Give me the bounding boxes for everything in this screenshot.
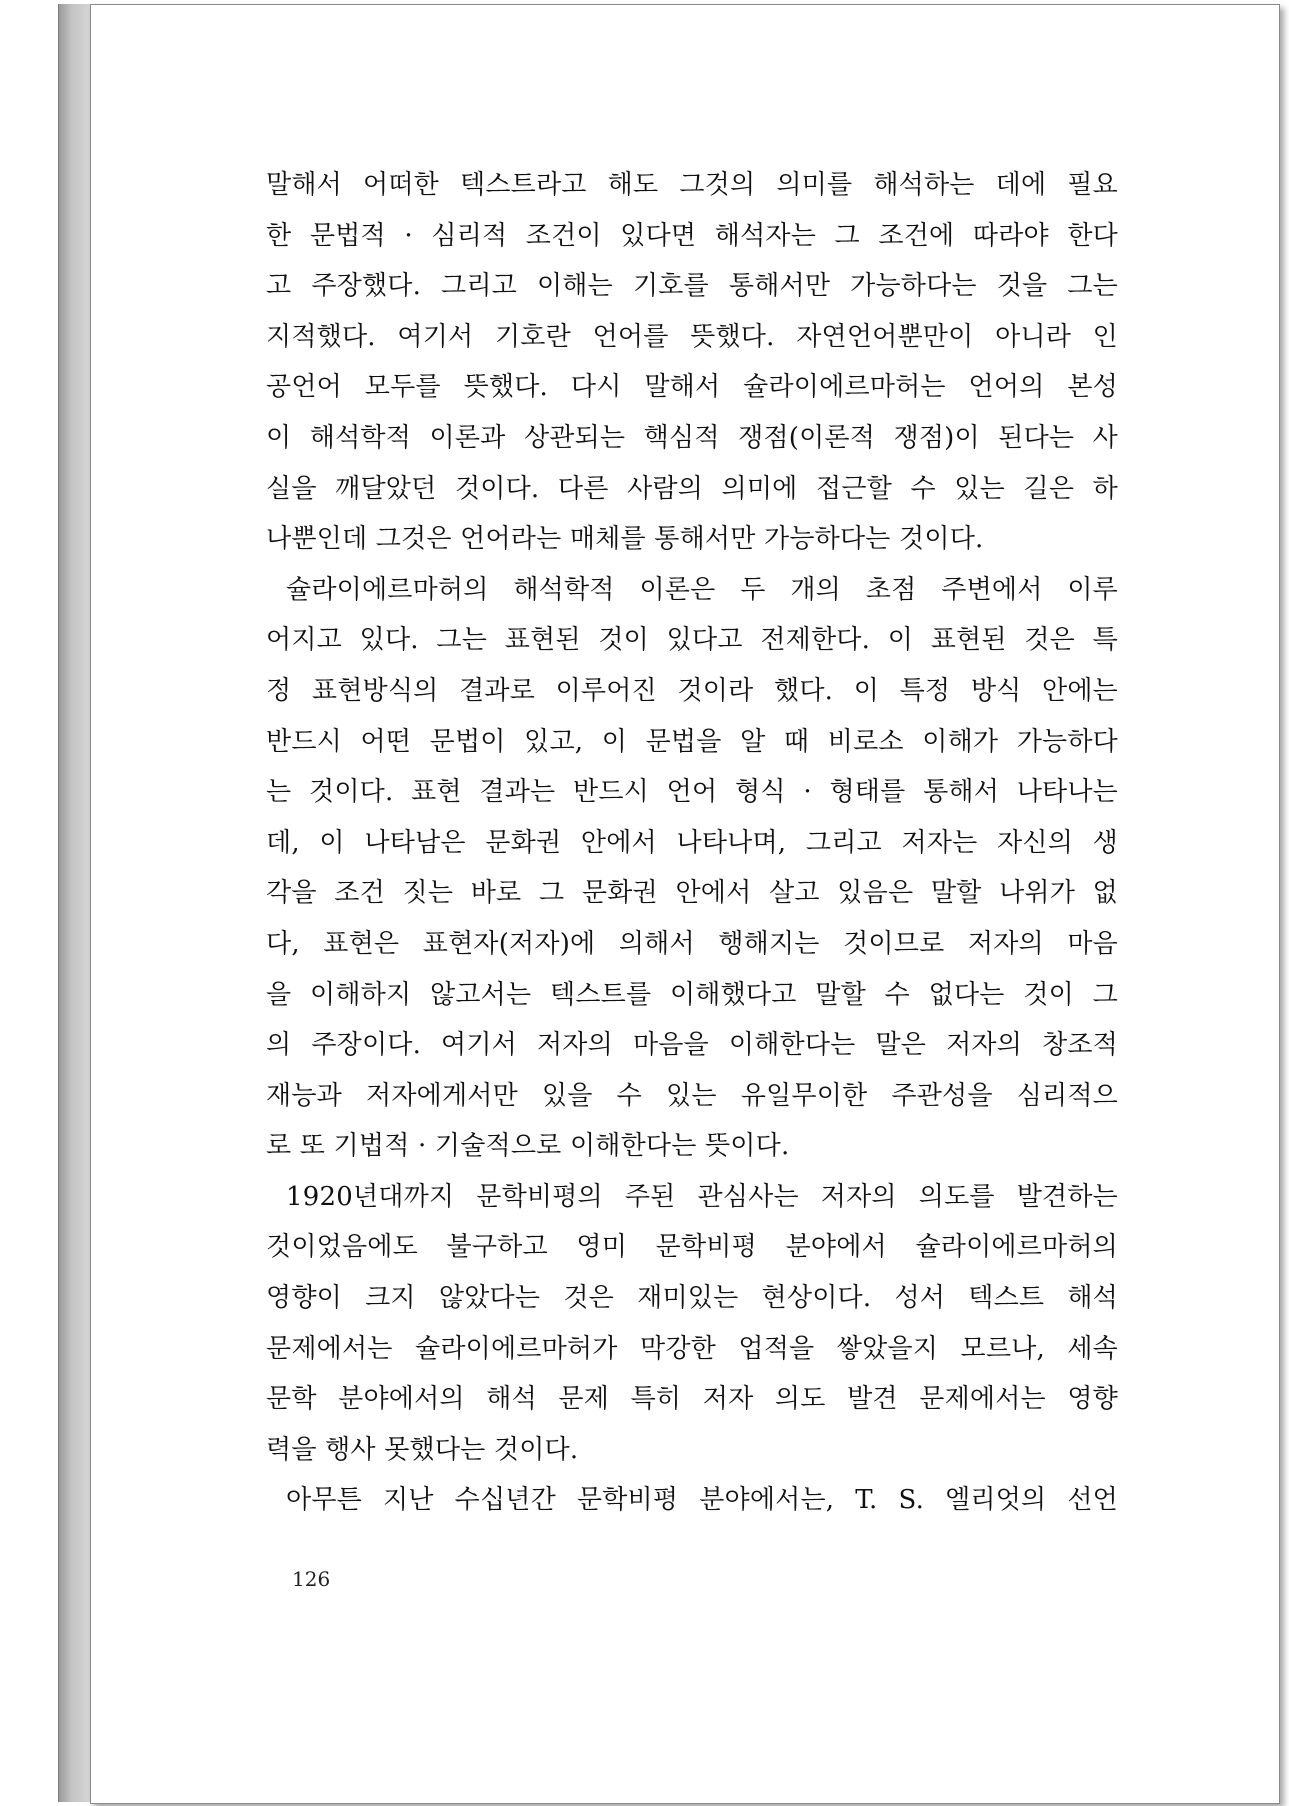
- text-line: 로 또 기법적 · 기술적으로 이해한다는 뜻이다.: [266, 1131, 790, 1162]
- text-line: 을 이해하지 않고서는 텍스트를 이해했다고 말할 수 없다는 것이 그: [266, 979, 1118, 1010]
- page-number: 126: [292, 1567, 331, 1591]
- text-line: 고 주장했다. 그리고 이해는 기호를 통해서만 가능하다는 것을 그는: [266, 271, 1118, 302]
- text-line: 재능과 저자에게서만 있을 수 있는 유일무이한 주관성을 심리적으: [266, 1080, 1118, 1111]
- text-line: 1920년대까지 문학비평의 주된 관심사는 저자의 의도를 발견하는: [286, 1181, 1118, 1212]
- text-line: 지적했다. 여기서 기호란 언어를 뜻했다. 자연언어뿐만이 아니라 인: [266, 321, 1118, 352]
- text-line: 반드시 어떤 문법이 있고, 이 문법을 알 때 비로소 이해가 가능하다: [266, 726, 1118, 757]
- text-line: 정 표현방식의 결과로 이루어진 것이라 했다. 이 특정 방식 안에는: [266, 675, 1118, 706]
- text-line: 나뿐인데 그것은 언어라는 매체를 통해서만 가능하다는 것이다.: [266, 524, 984, 555]
- body-text: [266, 160, 1118, 1526]
- text-line: 실을 깨달았던 것이다. 다른 사람의 의미에 접근할 수 있는 길은 하: [266, 473, 1118, 504]
- text-line: 말해서 어떠한 텍스트라고 해도 그것의 의미를 해석하는 데에 필요: [266, 170, 1118, 200]
- text-line: 이 해석학적 이론과 상관되는 핵심적 쟁점(이론적 쟁점)이 된다는 사: [266, 422, 1118, 453]
- text-line: 는 것이다. 표현 결과는 반드시 언어 형식 · 형태를 통해서 나타나는: [266, 777, 1118, 808]
- text-line: 데, 이 나타남은 문화권 안에서 나타나며, 그리고 저자는 자신의 생: [266, 827, 1118, 858]
- text-line: 어지고 있다. 그는 표현된 것이 있다고 전제한다. 이 표현된 것은 특: [266, 625, 1118, 656]
- text-line: 한 문법적 · 심리적 조건이 있다면 해석자는 그 조건에 따라야 한다: [266, 220, 1118, 251]
- text-line: 공언어 모두를 뜻했다. 다시 말해서 슐라이에르마허는 언어의 본성: [266, 372, 1118, 403]
- text-line: 슐라이에르마허의 해석학적 이론은 두 개의 초점 주변에서 이루: [286, 574, 1118, 605]
- text-line: 문학 분야에서의 해석 문제 특히 저자 의도 발견 문제에서는 영향: [266, 1384, 1118, 1415]
- text-line: 다, 표현은 표현자(저자)에 의해서 행해지는 것이므로 저자의 마음: [266, 928, 1118, 959]
- text-line: 력을 행사 못했다는 것이다.: [266, 1434, 579, 1465]
- text-line: 의 주장이다. 여기서 저자의 마음을 이해한다는 말은 저자의 창조적: [266, 1030, 1118, 1061]
- text-line: 것이었음에도 불구하고 영미 문학비평 분야에서 슐라이에르마허의: [266, 1232, 1118, 1263]
- text-line: 문제에서는 슐라이에르마허가 막강한 업적을 쌓았을지 모르나, 세속: [266, 1333, 1118, 1364]
- text-line: 아무튼 지난 수십년간 문학비평 분야에서는, T. S. 엘리엇의 선언: [286, 1485, 1118, 1516]
- text-line: 각을 조건 짓는 바로 그 문화권 안에서 살고 있음은 말할 나위가 없: [266, 878, 1118, 909]
- book-spine: [58, 4, 91, 1802]
- text-line: 영향이 크지 않았다는 것은 재미있는 현상이다. 성서 텍스트 해석: [266, 1283, 1118, 1314]
